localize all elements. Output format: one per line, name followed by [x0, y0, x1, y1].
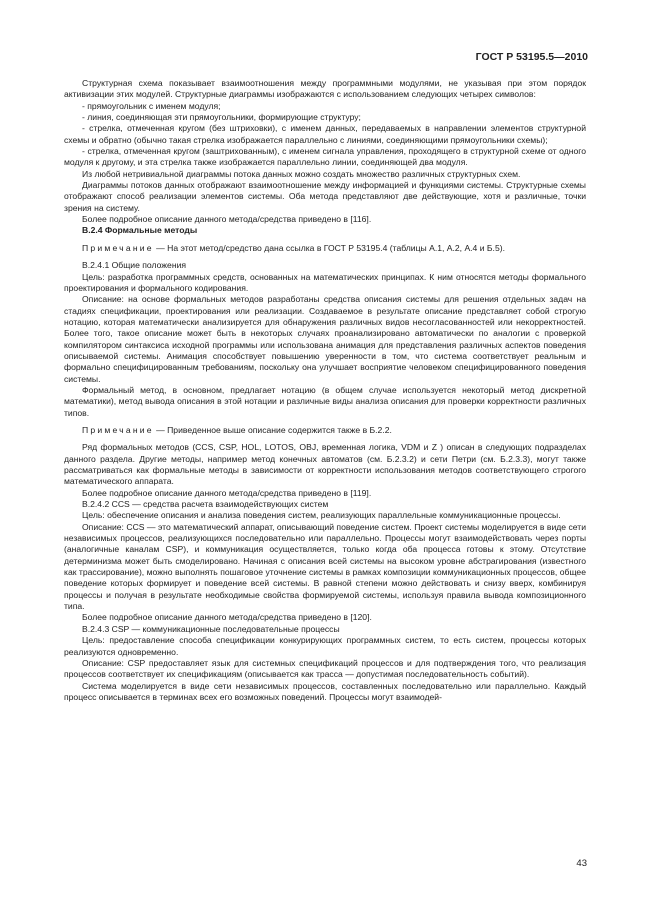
page-number: 43 [576, 858, 587, 869]
note-paragraph [64, 425, 586, 436]
paragraph: Из любой нетривиальной диаграммы потока данных можно создать множество различных структурных схем. [82, 168, 521, 179]
paragraph: Ряд формальных методов (CCS, CSP, HOL, LOTOS, OBJ, временная логика, VDM и Z ) описан в следующих подразделах данного раздела. Другие методы, например метод конечных автоматов (см. Б.2.3.2) и сети Петри (см. Б.2.3.3), могут также рассматриваться как формальные методы в зависимости от корректности использования методов соответствующего строгого математического аппарата. [64, 442, 586, 487]
list-item: - линия, соединяющая эти прямоугольники, формирующие структуру; [82, 112, 361, 123]
paragraph: Описание: CCS — это математический аппарат, описывающий поведение систем. Проект системы моделируется в виде сети независимых процессов, реализующихся последовательно или параллельно. Процессы могут взаимодействовать через порты (аналогичные каналам CSP), и коммуникация осуществляется, только когда оба процесса готовы к этому. Отсутствие детерминизма может быть смоделировано. Начиная с описания всей системы на высоком уровне абстрагирования (известного как трассирование), можно выполнять пошаговое уточнение системы в рамках композиции коммуникационных процессов, общее поведение которых формирует и поведение всей системы. В равной степени можно действовать и снизу вверх, комбинируя процессы и получая в результате необходимые свойства формируемой системы, используя правила вывода композиционного типа. [64, 521, 586, 612]
reference-paragraph: Более подробное описание данного метода/средства приведено в [120]. [82, 612, 372, 623]
reference-paragraph: Более подробное описание данного метода/средства приведено в [116]. [82, 214, 372, 225]
reference-paragraph: Более подробное описание данного метода/средства приведено в [119]. [82, 487, 372, 498]
section-heading: В.2.4 Формальные методы [82, 225, 198, 236]
note-label: Примечание [82, 242, 154, 253]
subsection-heading: В.2.4.2 CCS — средства расчета взаимодействующих систем [82, 499, 329, 510]
paragraph: Цель: обеспечение описания и анализа поведения систем, реализующих параллельные коммуникационные процессы. [82, 510, 561, 521]
paragraph: Описание: на основе формальных методов разработаны средства описания системы для решения отдельных задач на стадиях спецификации, проектирования или реализации. Создаваемое в результате описание представляет собой строгую нотацию, которая математически анализируется для обнаружения различных видов несогласованностей или некорректностей. Более того, такое описание может быть в некоторых случаях проанализировано автоматически по аналогии с проверкой компилятором синтаксиса исходной программы или использована анимация для представления различных аспектов поведения описываемой системы. Анимация способствует повышению уверенности в том, что система соответствует реальным и формально специфицированным требованиям, поскольку она улучшает восприятие человеком специфицированного поведения системы. [64, 294, 586, 384]
subsection-heading: В.2.4.1 Общие положения [82, 260, 187, 271]
standard-header: ГОСТ Р 53195.5—2010 [475, 51, 588, 63]
note-paragraph [64, 243, 586, 254]
paragraph: Описание: CSP предоставляет язык для системных спецификаций процессов и для подтверждения того, что реализация процессов соответствует их спецификациям (описывается как трасса — допустимая последовательность событий). [64, 657, 586, 680]
list-item: - стрелка, отмеченная кругом (без штриховки), с именем данных, передаваемых в направлении элементов структурной схемы и обратно (обычно такая стрелка изображается параллельно с линиями, соединяющими прямоугольники схемы); [64, 123, 586, 145]
paragraph: Цель: разработка программных средств, основанных на математических принципах. К ним относятся методы формального проектирования и формального кодирования. [64, 271, 586, 293]
paragraph: Цель: предоставление способа спецификации конкурирующих программных систем, то есть систем, процессы которых реализуются одновременно. [64, 635, 586, 657]
paragraph: Формальный метод, в основном, предлагает нотацию (в общем случае используется некоторый метод дискретной математики), метод вывода описания в этой нотации и различные виды анализа описания для проверки корректности различных типов. [64, 384, 586, 418]
paragraph: Диаграммы потоков данных отображают взаимоотношение между информацией и функциями системы. Структурные схемы отображают способ реализации элементов системы. Оба метода представляют две действующие, хотя и различные, точки зрения на систему. [64, 180, 586, 213]
list-item: - прямоугольник с именем модуля; [82, 100, 221, 111]
page-body [64, 78, 586, 703]
note-text: — Приведенное выше описание содержится также в Б.2.2. [156, 424, 392, 435]
paragraph: Система моделируется в виде сети независимых процессов, составленных последовательно или параллельно. Каждый процесс описывается в терминах всех его возможных поведений. Процессы могут взаимодей- [64, 680, 586, 702]
note-text: — На этот метод/средство дана ссылка в ГОСТ Р 53195.4 (таблицы А.1, А.2, А.4 и Б.5). [156, 242, 505, 253]
list-item: - стрелка, отмеченная кругом (заштрихованным), с именем сигнала управления, проходящего в структурной схеме от одного модуля к другому, и эта стрелка также изображается параллельно линии, соединяющей два модуля. [64, 146, 586, 168]
subsection-heading: В.2.4.3 CSP — коммуникационные последовательные процессы [82, 623, 340, 634]
paragraph: Структурная схема показывает взаимоотношения между программными модулями, не указывая при этом порядок активизации этих модулей. Структурные диаграммы изображаются с использованием следующих четырех символов: [64, 78, 586, 100]
note-label: Примечание [82, 424, 154, 435]
